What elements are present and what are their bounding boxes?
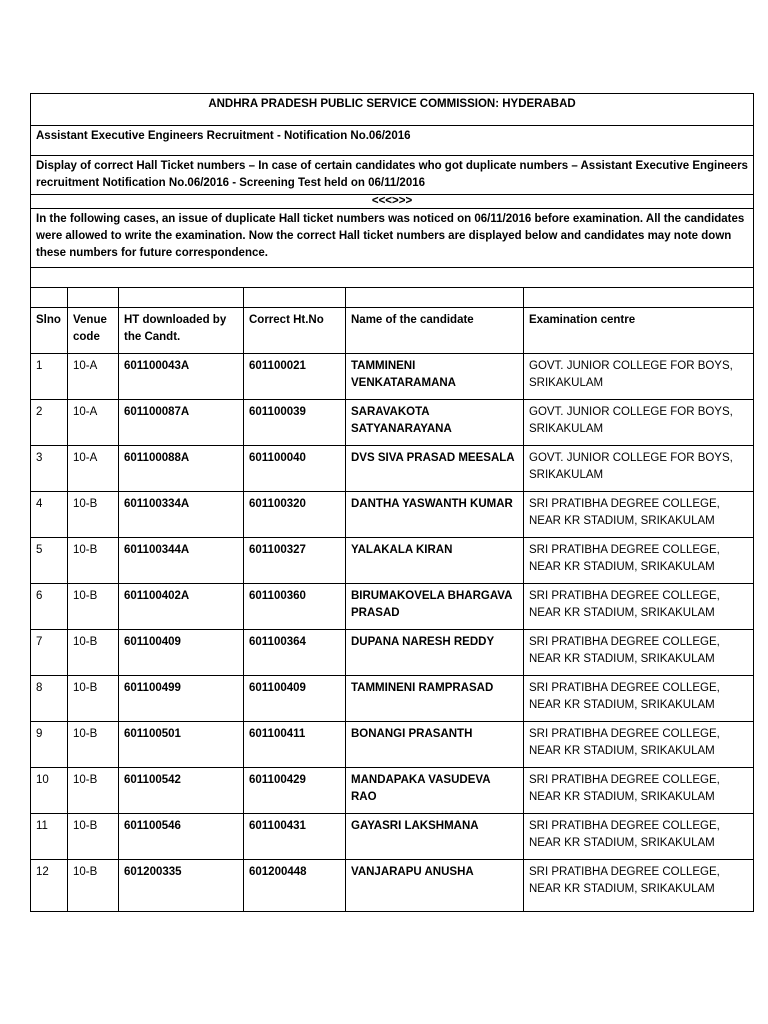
blank-row bbox=[31, 268, 754, 288]
cell-correct-htno: 601100021 bbox=[244, 354, 346, 400]
cell-candidate-name: BIRUMAKOVELA BHARGAVA PRASAD bbox=[346, 584, 524, 630]
cell-correct-htno: 601100364 bbox=[244, 630, 346, 676]
cell-slno: 1 bbox=[31, 354, 68, 400]
cell-venue-code: 10-B bbox=[68, 860, 119, 912]
blank-cell bbox=[119, 288, 244, 308]
cell-correct-htno: 601100411 bbox=[244, 722, 346, 768]
cell-venue-code: 10-B bbox=[68, 676, 119, 722]
cell-venue-code: 10-B bbox=[68, 630, 119, 676]
cell-ht-downloaded: 601100402A bbox=[119, 584, 244, 630]
display-heading: Display of correct Hall Ticket numbers – In case of certain candidates who got duplicate numbers – Assistant Executive Engineers recruitment Notification No.06/2016 - Screening Test held on 06/11/2016 bbox=[31, 156, 754, 195]
cell-exam-centre: SRI PRATIBHA DEGREE COLLEGE, NEAR KR STADIUM, SRIKAKULAM bbox=[524, 630, 754, 676]
cell-exam-centre: SRI PRATIBHA DEGREE COLLEGE, NEAR KR STADIUM, SRIKAKULAM bbox=[524, 538, 754, 584]
cell-venue-code: 10-A bbox=[68, 446, 119, 492]
blank-grid-row bbox=[31, 288, 754, 308]
cell-correct-htno: 601100409 bbox=[244, 676, 346, 722]
table-row bbox=[31, 354, 754, 400]
table-row bbox=[31, 722, 754, 768]
cell-venue-code: 10-B bbox=[68, 814, 119, 860]
column-header-slno: Slno bbox=[31, 308, 68, 354]
cell-venue-code: 10-A bbox=[68, 354, 119, 400]
cell-venue-code: 10-A bbox=[68, 400, 119, 446]
cell-slno: 10 bbox=[31, 768, 68, 814]
cell-correct-htno: 601100431 bbox=[244, 814, 346, 860]
cell-slno: 5 bbox=[31, 538, 68, 584]
cell-correct-htno: 601200448 bbox=[244, 860, 346, 912]
column-header-row bbox=[31, 308, 754, 354]
cell-slno: 9 bbox=[31, 722, 68, 768]
blank-cell bbox=[346, 288, 524, 308]
cell-correct-htno: 601100360 bbox=[244, 584, 346, 630]
cell-slno: 7 bbox=[31, 630, 68, 676]
cell-venue-code: 10-B bbox=[68, 584, 119, 630]
cell-ht-downloaded: 601200335 bbox=[119, 860, 244, 912]
cell-slno: 11 bbox=[31, 814, 68, 860]
cell-exam-centre: SRI PRATIBHA DEGREE COLLEGE, NEAR KR STADIUM, SRIKAKULAM bbox=[524, 584, 754, 630]
column-header-ht-downloaded: HT downloaded by the Candt. bbox=[119, 308, 244, 354]
document-table bbox=[30, 93, 754, 912]
page-title: ANDHRA PRADESH PUBLIC SERVICE COMMISSION: HYDERABAD bbox=[31, 94, 754, 126]
blank-cell bbox=[31, 288, 68, 308]
cell-ht-downloaded: 601100087A bbox=[119, 400, 244, 446]
cell-candidate-name: SARAVAKOTA SATYANARAYANA bbox=[346, 400, 524, 446]
cell-correct-htno: 601100429 bbox=[244, 768, 346, 814]
cell-correct-htno: 601100320 bbox=[244, 492, 346, 538]
cell-exam-centre: GOVT. JUNIOR COLLEGE FOR BOYS, SRIKAKULAM bbox=[524, 400, 754, 446]
cell-candidate-name: DANTHA YASWANTH KUMAR bbox=[346, 492, 524, 538]
table-row bbox=[31, 400, 754, 446]
cell-exam-centre: SRI PRATIBHA DEGREE COLLEGE, NEAR KR STADIUM, SRIKAKULAM bbox=[524, 860, 754, 912]
cell-venue-code: 10-B bbox=[68, 768, 119, 814]
cell-candidate-name: VANJARAPU ANUSHA bbox=[346, 860, 524, 912]
cell-exam-centre: GOVT. JUNIOR COLLEGE FOR BOYS, SRIKAKULAM bbox=[524, 354, 754, 400]
cell-slno: 3 bbox=[31, 446, 68, 492]
table-row bbox=[31, 538, 754, 584]
cell-exam-centre: GOVT. JUNIOR COLLEGE FOR BOYS, SRIKAKULAM bbox=[524, 446, 754, 492]
table-row bbox=[31, 814, 754, 860]
cell-ht-downloaded: 601100344A bbox=[119, 538, 244, 584]
cell-ht-downloaded: 601100546 bbox=[119, 814, 244, 860]
table-row bbox=[31, 446, 754, 492]
cell-venue-code: 10-B bbox=[68, 722, 119, 768]
cell-exam-centre: SRI PRATIBHA DEGREE COLLEGE, NEAR KR STADIUM, SRIKAKULAM bbox=[524, 676, 754, 722]
cell-candidate-name: YALAKALA KIRAN bbox=[346, 538, 524, 584]
cell-venue-code: 10-B bbox=[68, 538, 119, 584]
notification-line: Assistant Executive Engineers Recruitment - Notification No.06/2016 bbox=[31, 126, 754, 156]
separator-mark: <<<>>> bbox=[31, 195, 754, 209]
cell-candidate-name: BONANGI PRASANTH bbox=[346, 722, 524, 768]
table-row bbox=[31, 584, 754, 630]
cell-ht-downloaded: 601100499 bbox=[119, 676, 244, 722]
cell-candidate-name: DUPANA NARESH REDDY bbox=[346, 630, 524, 676]
cell-slno: 8 bbox=[31, 676, 68, 722]
cell-slno: 4 bbox=[31, 492, 68, 538]
blank-cell bbox=[244, 288, 346, 308]
cell-candidate-name: GAYASRI LAKSHMANA bbox=[346, 814, 524, 860]
table-row bbox=[31, 860, 754, 912]
table-row bbox=[31, 768, 754, 814]
notice-paragraph: In the following cases, an issue of duplicate Hall ticket numbers was noticed on 06/11/2016 before examination. All the candidates were allowed to write the examination. Now the correct Hall ticket numbers are displayed below and candidates may note down these numbers for future correspondence. bbox=[31, 209, 754, 268]
cell-slno: 12 bbox=[31, 860, 68, 912]
cell-exam-centre: SRI PRATIBHA DEGREE COLLEGE, NEAR KR STADIUM, SRIKAKULAM bbox=[524, 492, 754, 538]
cell-candidate-name: TAMMINENI RAMPRASAD bbox=[346, 676, 524, 722]
cell-candidate-name: DVS SIVA PRASAD MEESALA bbox=[346, 446, 524, 492]
table-row bbox=[31, 492, 754, 538]
cell-correct-htno: 601100327 bbox=[244, 538, 346, 584]
table-row bbox=[31, 630, 754, 676]
column-header-venue: Venue code bbox=[68, 308, 119, 354]
cell-correct-htno: 601100039 bbox=[244, 400, 346, 446]
cell-ht-downloaded: 601100088A bbox=[119, 446, 244, 492]
blank-cell bbox=[524, 288, 754, 308]
blank-cell bbox=[68, 288, 119, 308]
cell-candidate-name: TAMMINENI VENKATARAMANA bbox=[346, 354, 524, 400]
cell-ht-downloaded: 601100409 bbox=[119, 630, 244, 676]
cell-exam-centre: SRI PRATIBHA DEGREE COLLEGE, NEAR KR STADIUM, SRIKAKULAM bbox=[524, 814, 754, 860]
cell-venue-code: 10-B bbox=[68, 492, 119, 538]
cell-ht-downloaded: 601100501 bbox=[119, 722, 244, 768]
cell-ht-downloaded: 601100542 bbox=[119, 768, 244, 814]
column-header-exam-centre: Examination centre bbox=[524, 308, 754, 354]
cell-ht-downloaded: 601100043A bbox=[119, 354, 244, 400]
cell-exam-centre: SRI PRATIBHA DEGREE COLLEGE, NEAR KR STADIUM, SRIKAKULAM bbox=[524, 722, 754, 768]
column-header-candidate-name: Name of the candidate bbox=[346, 308, 524, 354]
cell-slno: 2 bbox=[31, 400, 68, 446]
cell-correct-htno: 601100040 bbox=[244, 446, 346, 492]
cell-slno: 6 bbox=[31, 584, 68, 630]
cell-candidate-name: MANDAPAKA VASUDEVA RAO bbox=[346, 768, 524, 814]
column-header-correct-htno: Correct Ht.No bbox=[244, 308, 346, 354]
cell-exam-centre: SRI PRATIBHA DEGREE COLLEGE, NEAR KR STADIUM, SRIKAKULAM bbox=[524, 768, 754, 814]
cell-ht-downloaded: 601100334A bbox=[119, 492, 244, 538]
table-row bbox=[31, 676, 754, 722]
